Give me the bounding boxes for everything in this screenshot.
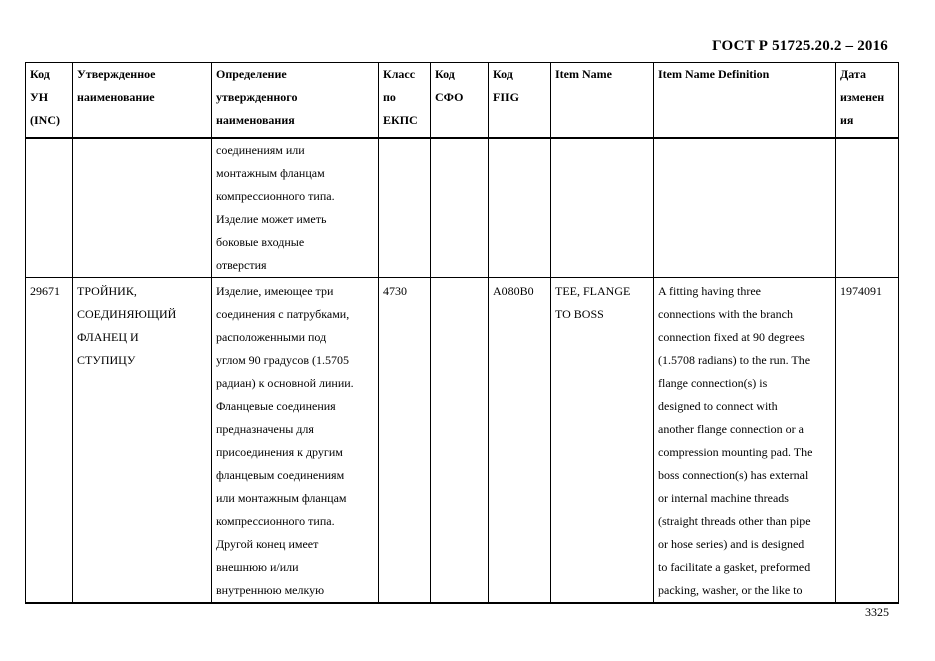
nomenclature-table bbox=[25, 62, 899, 604]
column-header-definition: Определение утвержденного наименования bbox=[212, 63, 379, 138]
cell-inc: 29671 bbox=[26, 277, 73, 603]
page-number: 3325 bbox=[865, 605, 889, 619]
column-header-item-name: Item Name bbox=[551, 63, 654, 138]
cell-item-name-definition: A fitting having three connections with the branch connection fixed at 90 degrees (1.5708 radians) to the run. The flange connection(s) is designed to connect with another flange connection or a compression mounting pad. The boss connection(s) has external or internal machine threads (straight threads other than pipe or hose series) and is designed to facilitate a gasket, preformed packing, washer, or the like to bbox=[654, 277, 836, 603]
column-header-fiig-code: Код FIIG bbox=[489, 63, 551, 138]
cell-item-name-definition bbox=[654, 138, 836, 278]
table-row bbox=[26, 277, 899, 603]
cell-definition: соединениям или монтажным фланцам компрессионного типа. Изделие может иметь боковые входные отверстия bbox=[212, 138, 379, 278]
cell-ekps-class bbox=[379, 138, 431, 278]
cell-definition: Изделие, имеющее три соединения с патрубками, расположенными под углом 90 градусов (1.5705 радиан) к основной линии. Фланцевые соединения предназначены для присоединения к другим фланцевым соединениям или монтажным фланцам компрессионного типа. Другой конец имеет внешнюю и/или внутреннюю мелкую bbox=[212, 277, 379, 603]
column-header-change-date: Дата изменен ия bbox=[836, 63, 899, 138]
column-header-ekps-class: Класс по ЕКПС bbox=[379, 63, 431, 138]
cell-fiig-code bbox=[489, 138, 551, 278]
column-header-approved-name: Утвержденное наименование bbox=[73, 63, 212, 138]
table-header-row bbox=[26, 63, 899, 138]
column-header-sfo-code: Код СФО bbox=[431, 63, 489, 138]
cell-inc bbox=[26, 138, 73, 278]
cell-change-date bbox=[836, 138, 899, 278]
cell-fiig-code: A080B0 bbox=[489, 277, 551, 603]
cell-change-date: 1974091 bbox=[836, 277, 899, 603]
column-header-item-name-definition: Item Name Definition bbox=[654, 63, 836, 138]
cell-ekps-class: 4730 bbox=[379, 277, 431, 603]
cell-sfo-code bbox=[431, 277, 489, 603]
cell-item-name bbox=[551, 138, 654, 278]
document-standard-header: ГОСТ Р 51725.20.2 – 2016 bbox=[712, 38, 888, 54]
cell-approved-name: ТРОЙНИК, СОЕДИНЯЮЩИЙ ФЛАНЕЦ И СТУПИЦУ bbox=[73, 277, 212, 603]
table-row bbox=[26, 138, 899, 278]
cell-approved-name bbox=[73, 138, 212, 278]
cell-item-name: TEE, FLANGE TO BOSS bbox=[551, 277, 654, 603]
cell-sfo-code bbox=[431, 138, 489, 278]
column-header-inc: Код УН (INC) bbox=[26, 63, 73, 138]
